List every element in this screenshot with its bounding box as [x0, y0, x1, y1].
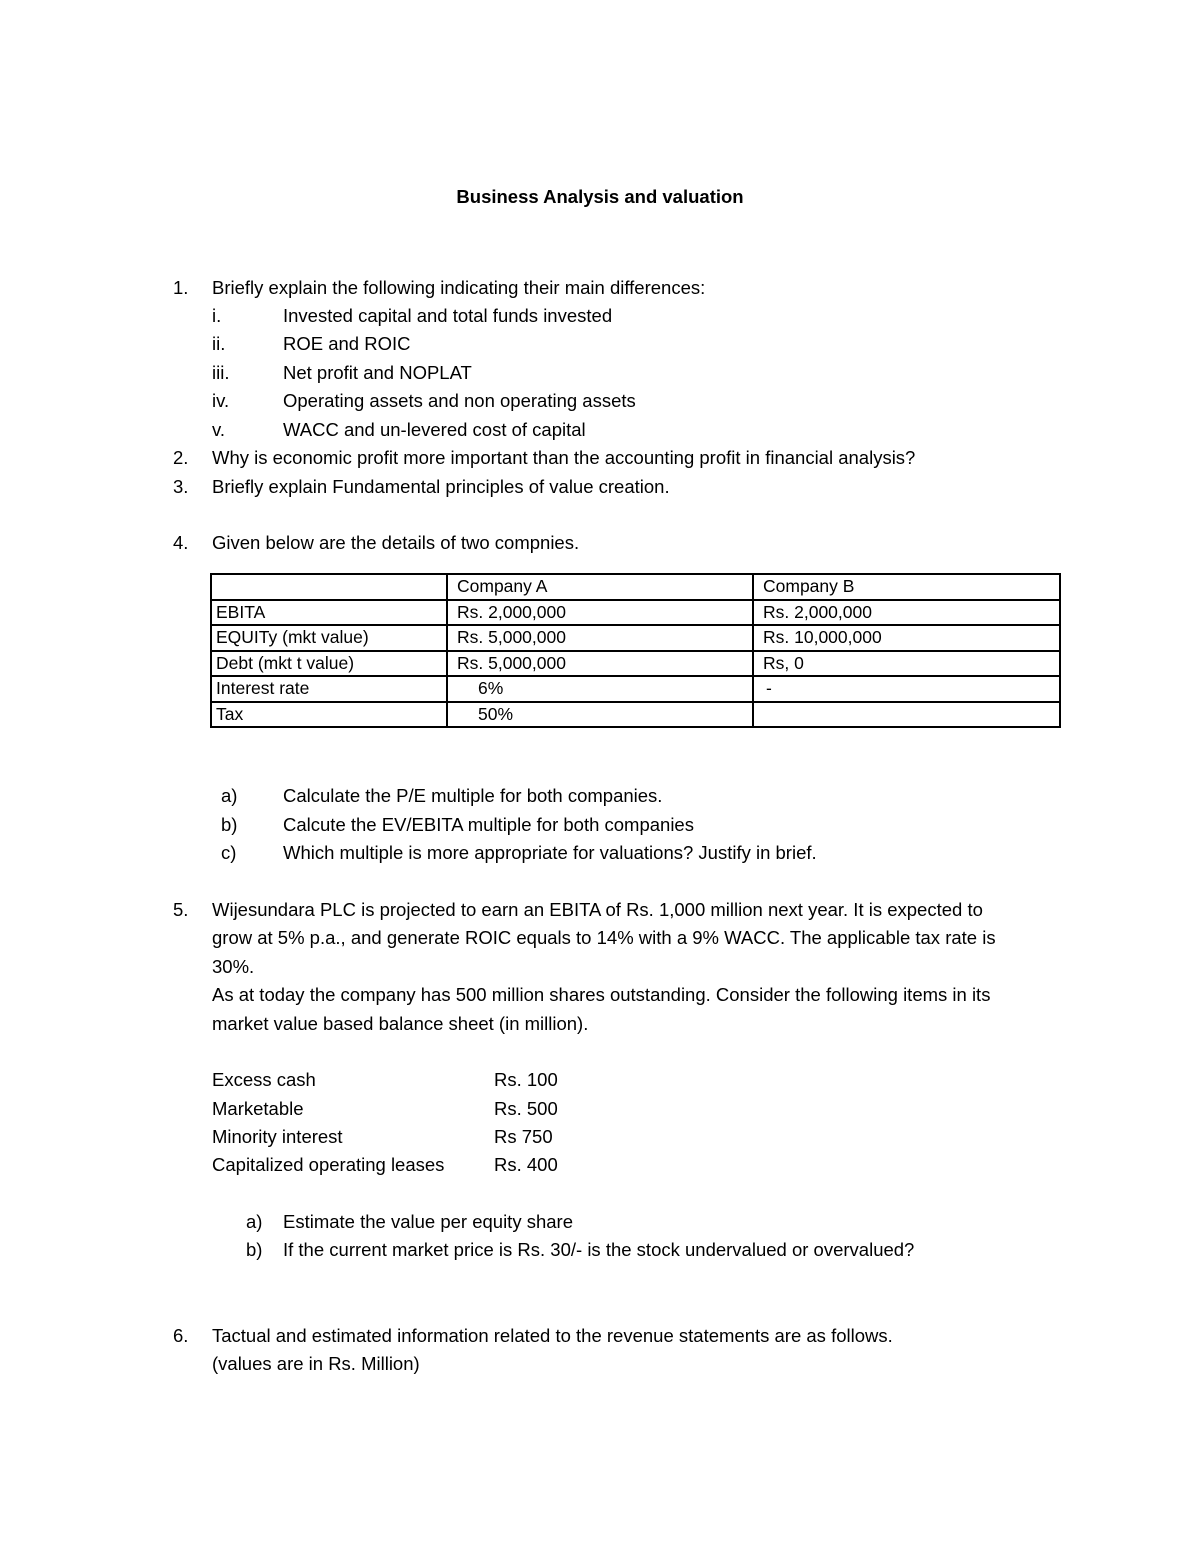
balance-sheet-value: Rs. 400	[494, 1154, 558, 1175]
question-text: Why is economic profit more important than the accounting profit in financial analysis?	[212, 447, 916, 468]
table-row	[211, 600, 1060, 626]
part-label: b)	[221, 814, 238, 835]
table-row	[211, 676, 1060, 702]
question-number: 5.	[173, 899, 189, 920]
balance-sheet-value: Rs. 500	[494, 1098, 558, 1119]
balance-sheet-item: Marketable	[212, 1098, 304, 1119]
question-text: Wijesundara PLC is projected to earn an EBITA of Rs. 1,000 million next year. It is expected to	[212, 899, 983, 920]
question-text: grow at 5% p.a., and generate ROIC equals to 14% with a 9% WACC. The applicable tax rate is	[212, 927, 996, 948]
sub-item-text: Invested capital and total funds invested	[283, 305, 613, 326]
company-comparison-table	[210, 573, 1061, 728]
table-cell: EBITA	[211, 600, 447, 626]
table-cell: Rs. 5,000,000	[447, 651, 753, 677]
part-label: a)	[221, 785, 238, 806]
question-text: (values are in Rs. Million)	[212, 1353, 420, 1374]
balance-sheet-item: Capitalized operating leases	[212, 1154, 445, 1175]
table-header-row	[211, 574, 1060, 600]
balance-sheet-item: Excess cash	[212, 1069, 316, 1090]
table-cell: -	[753, 676, 1060, 702]
table-cell: Rs. 5,000,000	[447, 625, 753, 651]
sub-item-text: WACC and un-levered cost of capital	[283, 419, 586, 440]
table-cell: Interest rate	[211, 676, 447, 702]
question-text: Tactual and estimated information related to the revenue statements are as follows.	[212, 1325, 893, 1346]
table-header-cell: Company B	[753, 574, 1060, 600]
sub-item-label: v.	[212, 419, 226, 440]
table-cell: Debt (mkt t value)	[211, 651, 447, 677]
sub-item-label: ii.	[212, 333, 226, 354]
part-text: If the current market price is Rs. 30/- is the stock undervalued or overvalued?	[283, 1239, 915, 1260]
table-header-cell: Company A	[447, 574, 753, 600]
part-label: b)	[246, 1239, 263, 1260]
table-cell: Rs. 2,000,000	[447, 600, 753, 626]
question-text: 30%.	[212, 956, 255, 977]
part-label: a)	[246, 1211, 263, 1232]
part-text: Estimate the value per equity share	[283, 1211, 573, 1232]
question-text: Briefly explain Fundamental principles of value creation.	[212, 476, 670, 497]
question-text: market value based balance sheet (in million).	[212, 1013, 589, 1034]
question-text: Given below are the details of two compnies.	[212, 532, 580, 553]
question-number: 2.	[173, 447, 189, 468]
table-cell: EQUITy (mkt value)	[211, 625, 447, 651]
sub-item-text: Net profit and NOPLAT	[283, 362, 472, 383]
table-cell	[753, 702, 1060, 728]
table-cell: Tax	[211, 702, 447, 728]
balance-sheet-value: Rs 750	[494, 1126, 553, 1147]
sub-item-text: Operating assets and non operating assets	[283, 390, 636, 411]
table-row	[211, 651, 1060, 677]
question-number: 3.	[173, 476, 189, 497]
sub-item-label: iii.	[212, 362, 230, 383]
part-text: Calculate the P/E multiple for both companies.	[283, 785, 663, 806]
sub-item-label: i.	[212, 305, 222, 326]
sub-item-label: iv.	[212, 390, 230, 411]
part-label: c)	[221, 842, 237, 863]
part-text: Calcute the EV/EBITA multiple for both companies	[283, 814, 694, 835]
table-row	[211, 702, 1060, 728]
question-text: Briefly explain the following indicating their main differences:	[212, 277, 706, 298]
table-cell: 50%	[447, 702, 753, 728]
balance-sheet-value: Rs. 100	[494, 1069, 558, 1090]
table-cell: 6%	[447, 676, 753, 702]
table-cell: Rs, 0	[753, 651, 1060, 677]
question-number: 4.	[173, 532, 189, 553]
table-header-cell	[211, 574, 447, 600]
question-number: 6.	[173, 1325, 189, 1346]
balance-sheet-item: Minority interest	[212, 1126, 343, 1147]
sub-item-text: ROE and ROIC	[283, 333, 411, 354]
document-title: Business Analysis and valuation	[456, 186, 744, 207]
question-text: As at today the company has 500 million shares outstanding. Consider the following items in its	[212, 984, 991, 1005]
part-text: Which multiple is more appropriate for valuations? Justify in brief.	[283, 842, 817, 863]
table-cell: Rs. 2,000,000	[753, 600, 1060, 626]
question-number: 1.	[173, 277, 189, 298]
table-row	[211, 625, 1060, 651]
table-cell: Rs. 10,000,000	[753, 625, 1060, 651]
